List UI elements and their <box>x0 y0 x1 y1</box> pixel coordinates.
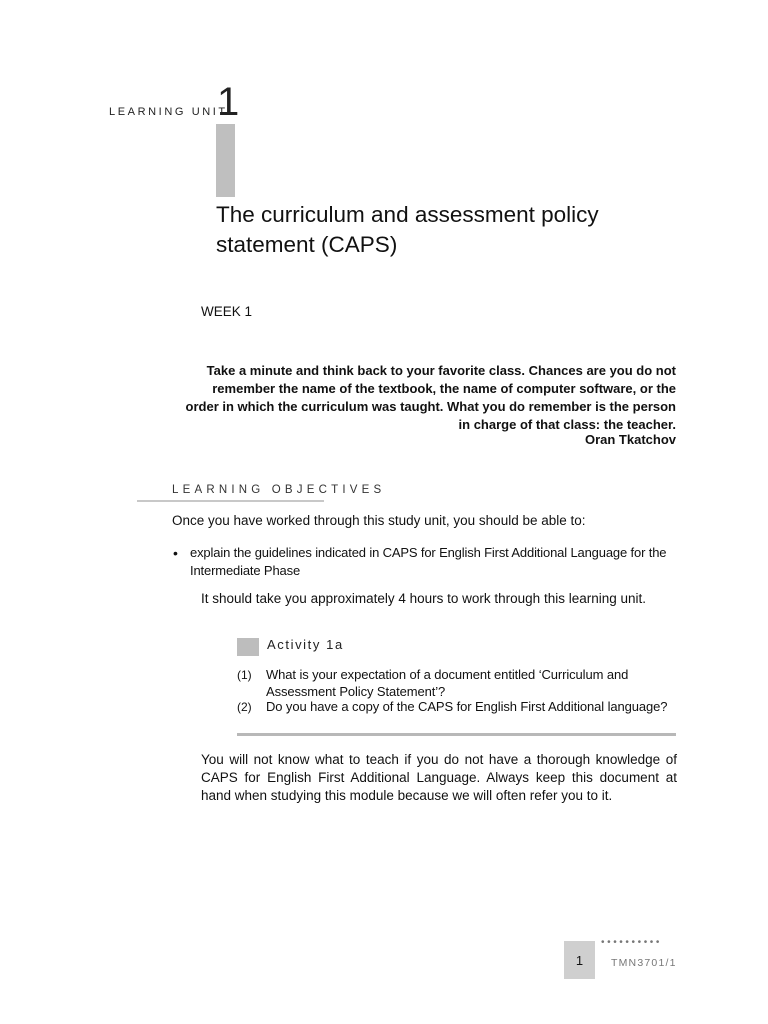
objective-item: explain the guidelines indicated in CAPS for English First Additional Language for the Intermediate Phase <box>190 545 667 578</box>
learning-objectives-heading: LEARNING OBJECTIVES <box>172 484 386 496</box>
activity-title: Activity 1a <box>267 637 344 652</box>
week-label: WEEK 1 <box>201 304 253 319</box>
epigraph-author: Oran Tkatchov <box>584 432 676 447</box>
page-title: The curriculum and assessment policy statement (CAPS) <box>216 202 599 257</box>
page-number: 1 <box>575 953 584 968</box>
unit-accent-bar <box>216 124 235 197</box>
course-code: TMN3701/1 <box>611 957 677 969</box>
epigraph-quote: Take a minute and think back to your favorite class. Chances are you do not remember the name of the textbook, the name of computer software, or the order in which the curriculum was taught. What you do remember is the person in charge of that class: the teacher. <box>185 363 676 432</box>
learning-unit-number: 1 <box>217 80 240 124</box>
closing-paragraph: You will not know what to teach if you do not have a thorough knowledge of CAPS for English First Additional Language. Always keep this document at hand when studying this module because we will often refer you to it. <box>201 752 677 803</box>
activity-marker-icon <box>237 638 259 656</box>
footer-dots: •••••••••• <box>601 937 663 948</box>
question-number: (1) <box>237 668 252 682</box>
objectives-intro: Once you have worked through this study unit, you should be able to: <box>172 513 586 528</box>
question-number: (2) <box>237 700 252 714</box>
time-estimate-note: It should take you approximately 4 hours to work through this learning unit. <box>201 591 646 606</box>
bullet-icon: • <box>173 545 178 561</box>
question-text: Do you have a copy of the CAPS for English First Additional language? <box>266 699 668 714</box>
question-text: What is your expectation of a document entitled ‘Curriculum and Assessment Policy Statement’? <box>266 667 629 699</box>
objectives-divider <box>137 500 324 502</box>
activity-divider <box>237 733 676 736</box>
learning-unit-label: LEARNING UNIT <box>109 106 228 118</box>
